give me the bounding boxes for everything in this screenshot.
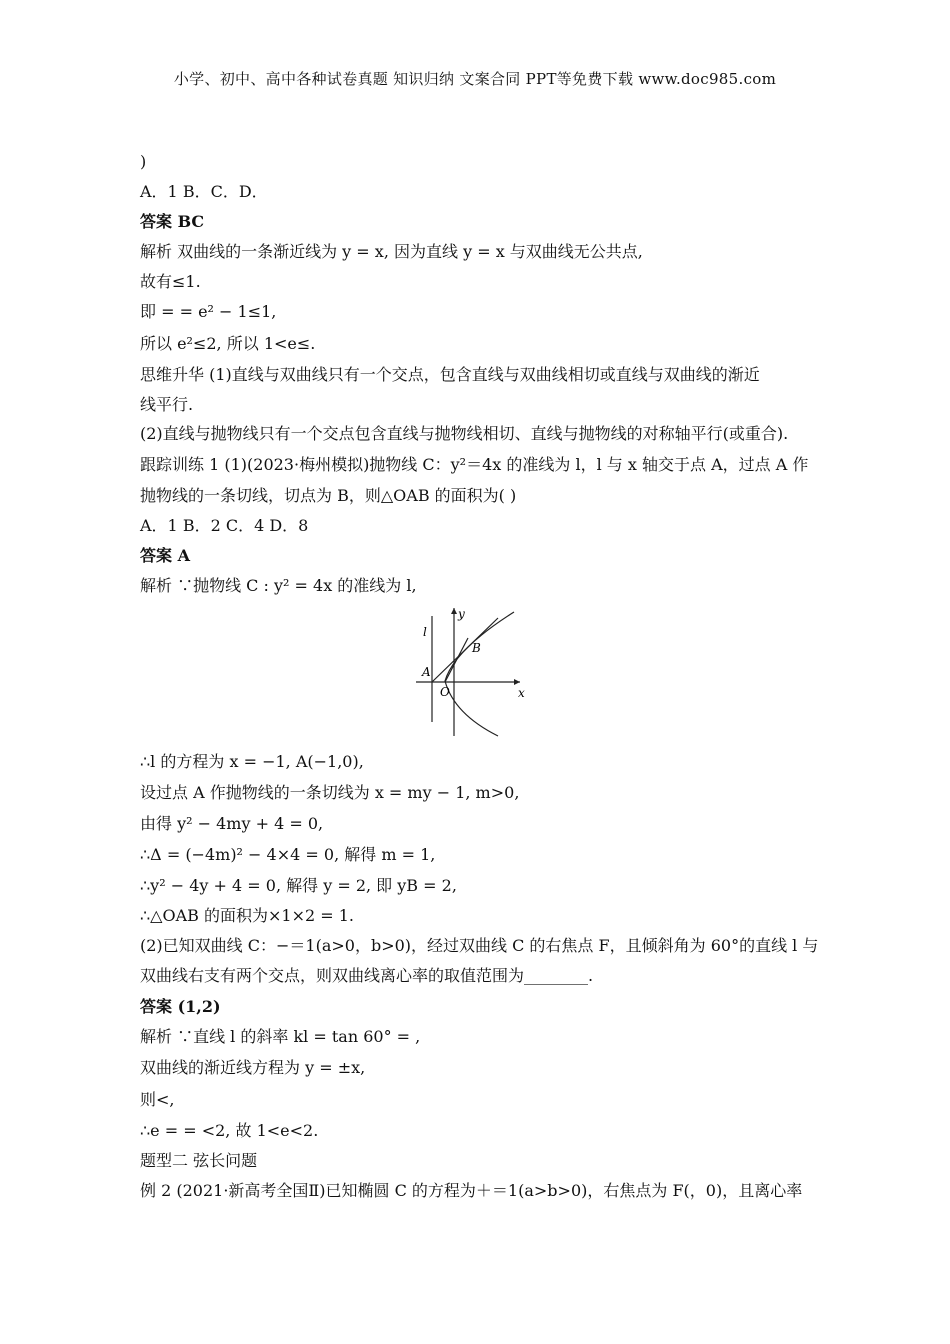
text-line: 双曲线的渐近线方程为 y = ±x, xyxy=(140,1058,366,1077)
text-line: ) xyxy=(140,152,147,171)
text-line: 则<, xyxy=(140,1090,175,1109)
options-line: A．1 B．2 C．4 D．8 xyxy=(140,516,309,535)
label-x: x xyxy=(518,686,525,700)
text-line: ∴e = = <2, 故 1<e<2. xyxy=(140,1121,319,1140)
text-line: 故有≤1. xyxy=(140,272,201,291)
options-line: A．1 B．C．D． xyxy=(140,182,268,201)
answer-line: 答案 BC xyxy=(140,212,205,231)
text-line: (2)直线与抛物线只有一个交点包含直线与抛物线相切、直线与抛物线的对称轴平行(或重合). xyxy=(140,424,789,443)
text-line: 所以 e²≤2, 所以 1<e≤. xyxy=(140,334,316,353)
summary-line: 思维升华 (1)直线与双曲线只有一个交点，包含直线与双曲线相切或直线与双曲线的渐近 xyxy=(140,365,760,384)
page-header: 小学、初中、高中各种试卷真题 知识归纳 文案合同 PPT等免费下载 www.doc985.com xyxy=(173,70,777,88)
text-line: ∴l 的方程为 x = −1, A(−1,0), xyxy=(140,752,364,771)
exercise-line: 跟踪训练 1 (1)(2023·梅州模拟)抛物线 C：y²＝4x 的准线为 l，l 与 x 轴交于点 A，过点 A 作 xyxy=(140,455,809,474)
answer-line: 答案 A xyxy=(140,546,190,565)
parabola-figure xyxy=(408,604,538,740)
exercise-line: (2)已知双曲线 C：−＝1(a>0，b>0)，经过双曲线 C 的右焦点 F，且倾斜角为 60°的直线 l 与 xyxy=(140,936,819,955)
x-axis-arrow xyxy=(514,679,520,685)
answer-line: 答案 (1,2) xyxy=(140,997,221,1016)
solution-line: 解析 双曲线的一条渐近线为 y = x, 因为直线 y = x 与双曲线无公共点, xyxy=(140,242,643,261)
y-axis-arrow xyxy=(451,608,457,614)
label-y: y xyxy=(458,607,465,621)
solution-line: 解析 ∵直线 l 的斜率 kl = tan 60° = , xyxy=(140,1027,421,1046)
text-line: ∴△OAB 的面积为×1×2 = 1. xyxy=(140,906,355,925)
text-line: ∴Δ = (−4m)² − 4×4 = 0, 解得 m = 1, xyxy=(140,845,436,864)
segment-ob xyxy=(445,638,468,682)
parabola-curve xyxy=(445,612,514,736)
label-l: l xyxy=(423,625,427,639)
label-a: A xyxy=(422,665,431,679)
label-o: O xyxy=(440,685,450,699)
text-line: 设过点 A 作抛物线的一条切线为 x = my − 1, m>0, xyxy=(140,783,520,802)
example-line: 例 2 (2021·新高考全国Ⅱ)已知椭圆 C 的方程为＋＝1(a>b>0)，右焦点为 F(，0)，且离心率 xyxy=(140,1181,803,1200)
text-line: 由得 y² − 4my + 4 = 0, xyxy=(140,814,324,833)
text-line: 双曲线右支有两个交点，则双曲线离心率的取值范围为________. xyxy=(140,966,594,985)
text-line: 抛物线的一条切线，切点为 B，则△OAB 的面积为( ) xyxy=(140,486,517,505)
tangent-line xyxy=(432,618,498,682)
label-b: B xyxy=(472,641,481,655)
solution-line: 解析 ∵抛物线 C : y² = 4x 的准线为 l, xyxy=(140,576,417,595)
section-title: 题型二 弦长问题 xyxy=(140,1151,258,1170)
text-line: 即 = = e² − 1≤1, xyxy=(140,302,277,321)
text-line: 线平行. xyxy=(140,395,194,414)
text-line: ∴y² − 4y + 4 = 0, 解得 y = 2, 即 yB = 2, xyxy=(140,876,457,895)
